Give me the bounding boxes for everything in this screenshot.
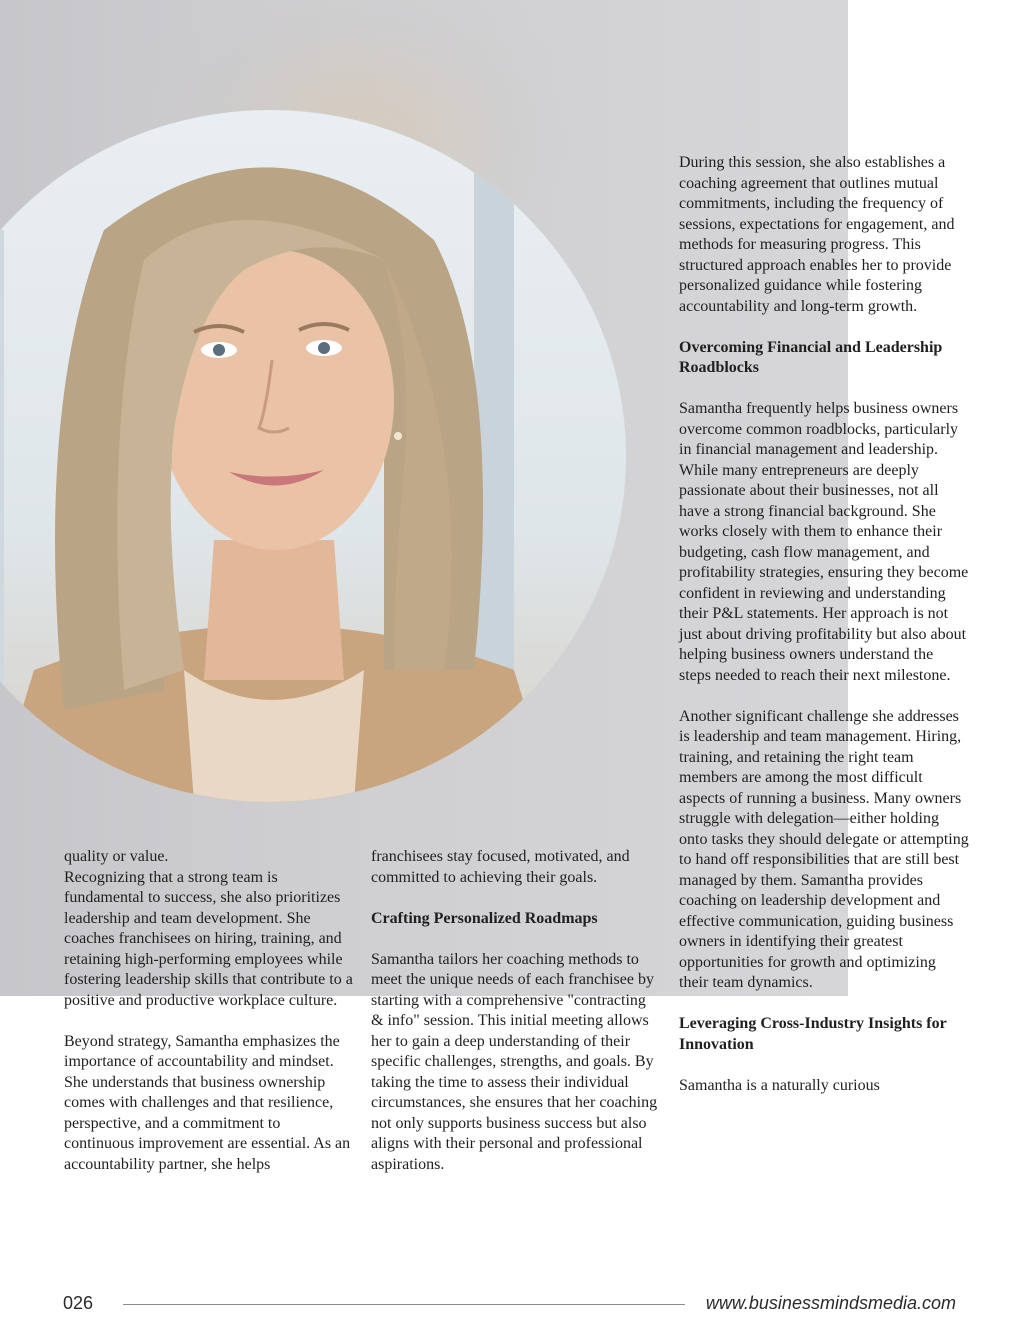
paragraph: Samantha frequently helps business owners overcome common roadblocks, particularly in financial management and leadership. While many entrepreneurs are deeply passionate about their businesses, not all have a strong financial background. She works closely with them to enhance their budgeting, cash flow management, and profitability strategies, ensuring they become confident in reviewing and understanding their P&L statements. Her approach is not just about driving profitability but also about helping business owners understand the steps needed to reach their next milestone. — [679, 400, 969, 684]
paragraph: During this session, she also establishes a coaching agreement that outlines mutual commitments, including the frequency of sessions, expectations for engagement, and methods for measuring progress. This structured approach enables her to provide personalized guidance while fostering accountability and long-term growth. — [679, 154, 955, 315]
paragraph: Beyond strategy, Samantha emphasizes the importance of accountability and mindset. She understands that business ownership comes with challenges and that resilience, perspective, and a commitment to continuous improvement are essential. As an accountability partner, she helps — [64, 1032, 351, 1173]
section-heading: Leveraging Cross-Industry Insights for Innovation — [679, 1015, 947, 1053]
portrait-illustration — [0, 110, 626, 802]
paragraph: franchisees stay focused, motivated, and committed to achieving their goals. — [371, 848, 630, 886]
article-column-1 — [64, 847, 354, 1175]
article-column-2 — [371, 847, 661, 1175]
website-link[interactable]: www.businessmindsmedia.com — [705, 1293, 956, 1313]
section-heading: Crafting Personalized Roadmaps — [371, 909, 598, 927]
paragraph: Samantha tailors her coaching methods to meet the unique needs of each franchisee by starting with a comprehensive "contracting & info" session. This initial meeting allows her to gain a deep understanding of their specific challenges, strengths, and goals. By taking the time to assess their individual circumstances, she ensures that her coaching not only supports business success but also aligns with their personal and professional aspirations. — [371, 950, 658, 1173]
page-number: 026 — [63, 1293, 94, 1313]
paragraph: quality or value. Recognizing that a strong team is fundamental to success, she also prioritizes leadership and team development. She coaches franchisees on hiring, training, and retaining high-performing employees while fostering leadership skills that contribute to a positive and productive workplace culture. — [64, 848, 353, 1009]
paragraph: Another significant challenge she addresses is leadership and team management. Hiring, training, and retaining the right team members are among the most difficult aspects of running a business. Many owners struggle with delegation—either holding onto tasks they should delegate or attempting to hand off responsibilities that are still best managed by them. Samantha provides coaching on leadership development and effective communication, guiding business owners in identifying their greatest opportunities for growth and optimizing their team dynamics. — [679, 707, 969, 991]
article-column-3 — [679, 153, 969, 1096]
section-heading: Overcoming Financial and Leadership Roadblocks — [679, 338, 943, 376]
paragraph: Samantha is a naturally curious — [679, 1076, 880, 1094]
portrait-photo — [0, 110, 626, 802]
footer-divider — [123, 1304, 685, 1305]
